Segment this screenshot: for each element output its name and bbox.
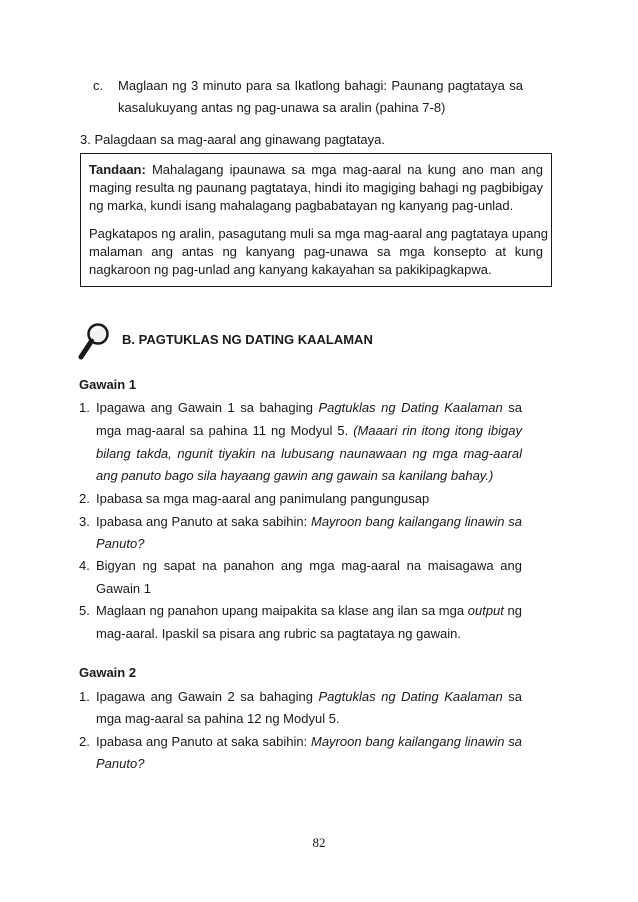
gawain1-item4-line1: Bigyan ng sapat na panahon ang mga mag-aaral na maisagawa ang xyxy=(96,558,522,573)
note-p1-line2: maging resulta ng paunang pagtataya, hindi ito magiging bahagi ng pagbibigay xyxy=(89,180,543,195)
magnifying-glass-icon xyxy=(78,322,110,360)
gawain2-item2-line1 xyxy=(96,733,522,751)
gawain1-item4-line2: Gawain 1 xyxy=(96,581,151,596)
gawain2-title: Gawain 2 xyxy=(79,665,137,680)
note-p1-line1-text: Mahalagang ipaunawa sa mga mag-aaral na kung ano man ang xyxy=(151,162,543,177)
gawain2-item2-line2: Panuto? xyxy=(96,756,145,771)
italic-note: (Maaari rin itong itong ibigay xyxy=(353,423,522,438)
gawain1-item1-line2 xyxy=(96,422,522,440)
gawain1-item5-line2: mag-aaral. Ipaskil sa pisara ang rubric sa pagtataya ng gawain. xyxy=(96,626,461,641)
page-number: 82 xyxy=(312,835,326,850)
text: sa xyxy=(502,689,523,704)
gawain2-item2-number: 2. xyxy=(79,734,90,749)
question: Mayroon bang kailangang linawin sa xyxy=(311,734,523,749)
text: Ipagawa ang Gawain 1 sa bahaging xyxy=(96,400,319,415)
gawain1-item3-line2: Panuto? xyxy=(96,536,145,551)
gawain1-item1-line1 xyxy=(96,399,522,417)
section-heading: B. PAGTUKLAS NG DATING KAALAMAN xyxy=(122,332,373,347)
text: Ipagawa ang Gawain 2 sa bahaging xyxy=(96,689,319,704)
gawain1-item1-line4: ang panuto bago sila hayaang gawin ang gawain sa kanilang bahay.) xyxy=(96,468,494,483)
text: mga mag-aaral sa pahina 11 ng Modyul 5. xyxy=(96,423,354,438)
note-p1-line3: ng marka, kundi isang mahalagang pagbabatayan ng kanyang pag-unlad. xyxy=(89,198,514,213)
text: Ipabasa ang Panuto at saka sabihin: xyxy=(96,514,311,529)
text: sa xyxy=(502,400,523,415)
book-section-name: Pagtuklas ng Dating Kaalaman xyxy=(318,400,503,415)
note-p2-line1: Pagkatapos ng aralin, pasagutang muli sa mga mag-aaral ang pagtataya upang xyxy=(89,226,548,241)
gawain1-item3-number: 3. xyxy=(79,514,90,529)
gawain1-item5-number: 5. xyxy=(79,603,90,618)
note-label: Tandaan: xyxy=(89,162,146,177)
gawain1-item1-number: 1. xyxy=(79,400,90,415)
item-3: 3. Palagdaan sa mag-aaral ang ginawang pagtataya. xyxy=(80,132,385,147)
gawain1-title: Gawain 1 xyxy=(79,377,137,392)
text: Maglaan ng panahon upang maipakita sa klase ang ilan sa mga xyxy=(96,603,468,618)
note-p2-line2: malaman ang antas ng kanyang pag-unawa sa mga konsepto at kung xyxy=(89,244,543,259)
text: ng xyxy=(503,603,523,618)
gawain1-item5-line1 xyxy=(96,602,522,620)
gawain2-item1-line1 xyxy=(96,688,522,706)
gawain2-item1-number: 1. xyxy=(79,689,90,704)
gawain1-item4-number: 4. xyxy=(79,558,90,573)
note-p2-line3: nagkaroon ng pag-unlad ang kanyang kakayahan sa pakikipagkapwa. xyxy=(89,262,492,277)
note-p1-line1 xyxy=(89,161,543,179)
text: Ipabasa ang Panuto at saka sabihin: xyxy=(96,734,311,749)
gawain1-item2-number: 2. xyxy=(79,491,90,506)
item-c-line2: kasalukuyang antas ng pag-unawa sa aralin (pahina 7-8) xyxy=(118,100,446,115)
item-c-marker: c. xyxy=(93,78,104,93)
gawain1-item3-line1 xyxy=(96,513,522,531)
question: Mayroon bang kailangang linawin sa xyxy=(311,514,523,529)
italic-word: output xyxy=(467,603,504,618)
gawain2-item1-line2: mga mag-aaral sa pahina 12 ng Modyul 5. xyxy=(96,711,340,726)
gawain1-item2: Ipabasa sa mga mag-aaral ang panimulang pangungusap xyxy=(96,491,430,506)
gawain1-item1-line3: bilang takda, ngunit tiyakin na lubusang naunawaan ng mga mag-aaral xyxy=(96,446,522,461)
item-c-line1: Maglaan ng 3 minuto para sa Ikatlong bahagi: Paunang pagtataya sa xyxy=(118,78,523,93)
book-section-name: Pagtuklas ng Dating Kaalaman xyxy=(318,689,503,704)
